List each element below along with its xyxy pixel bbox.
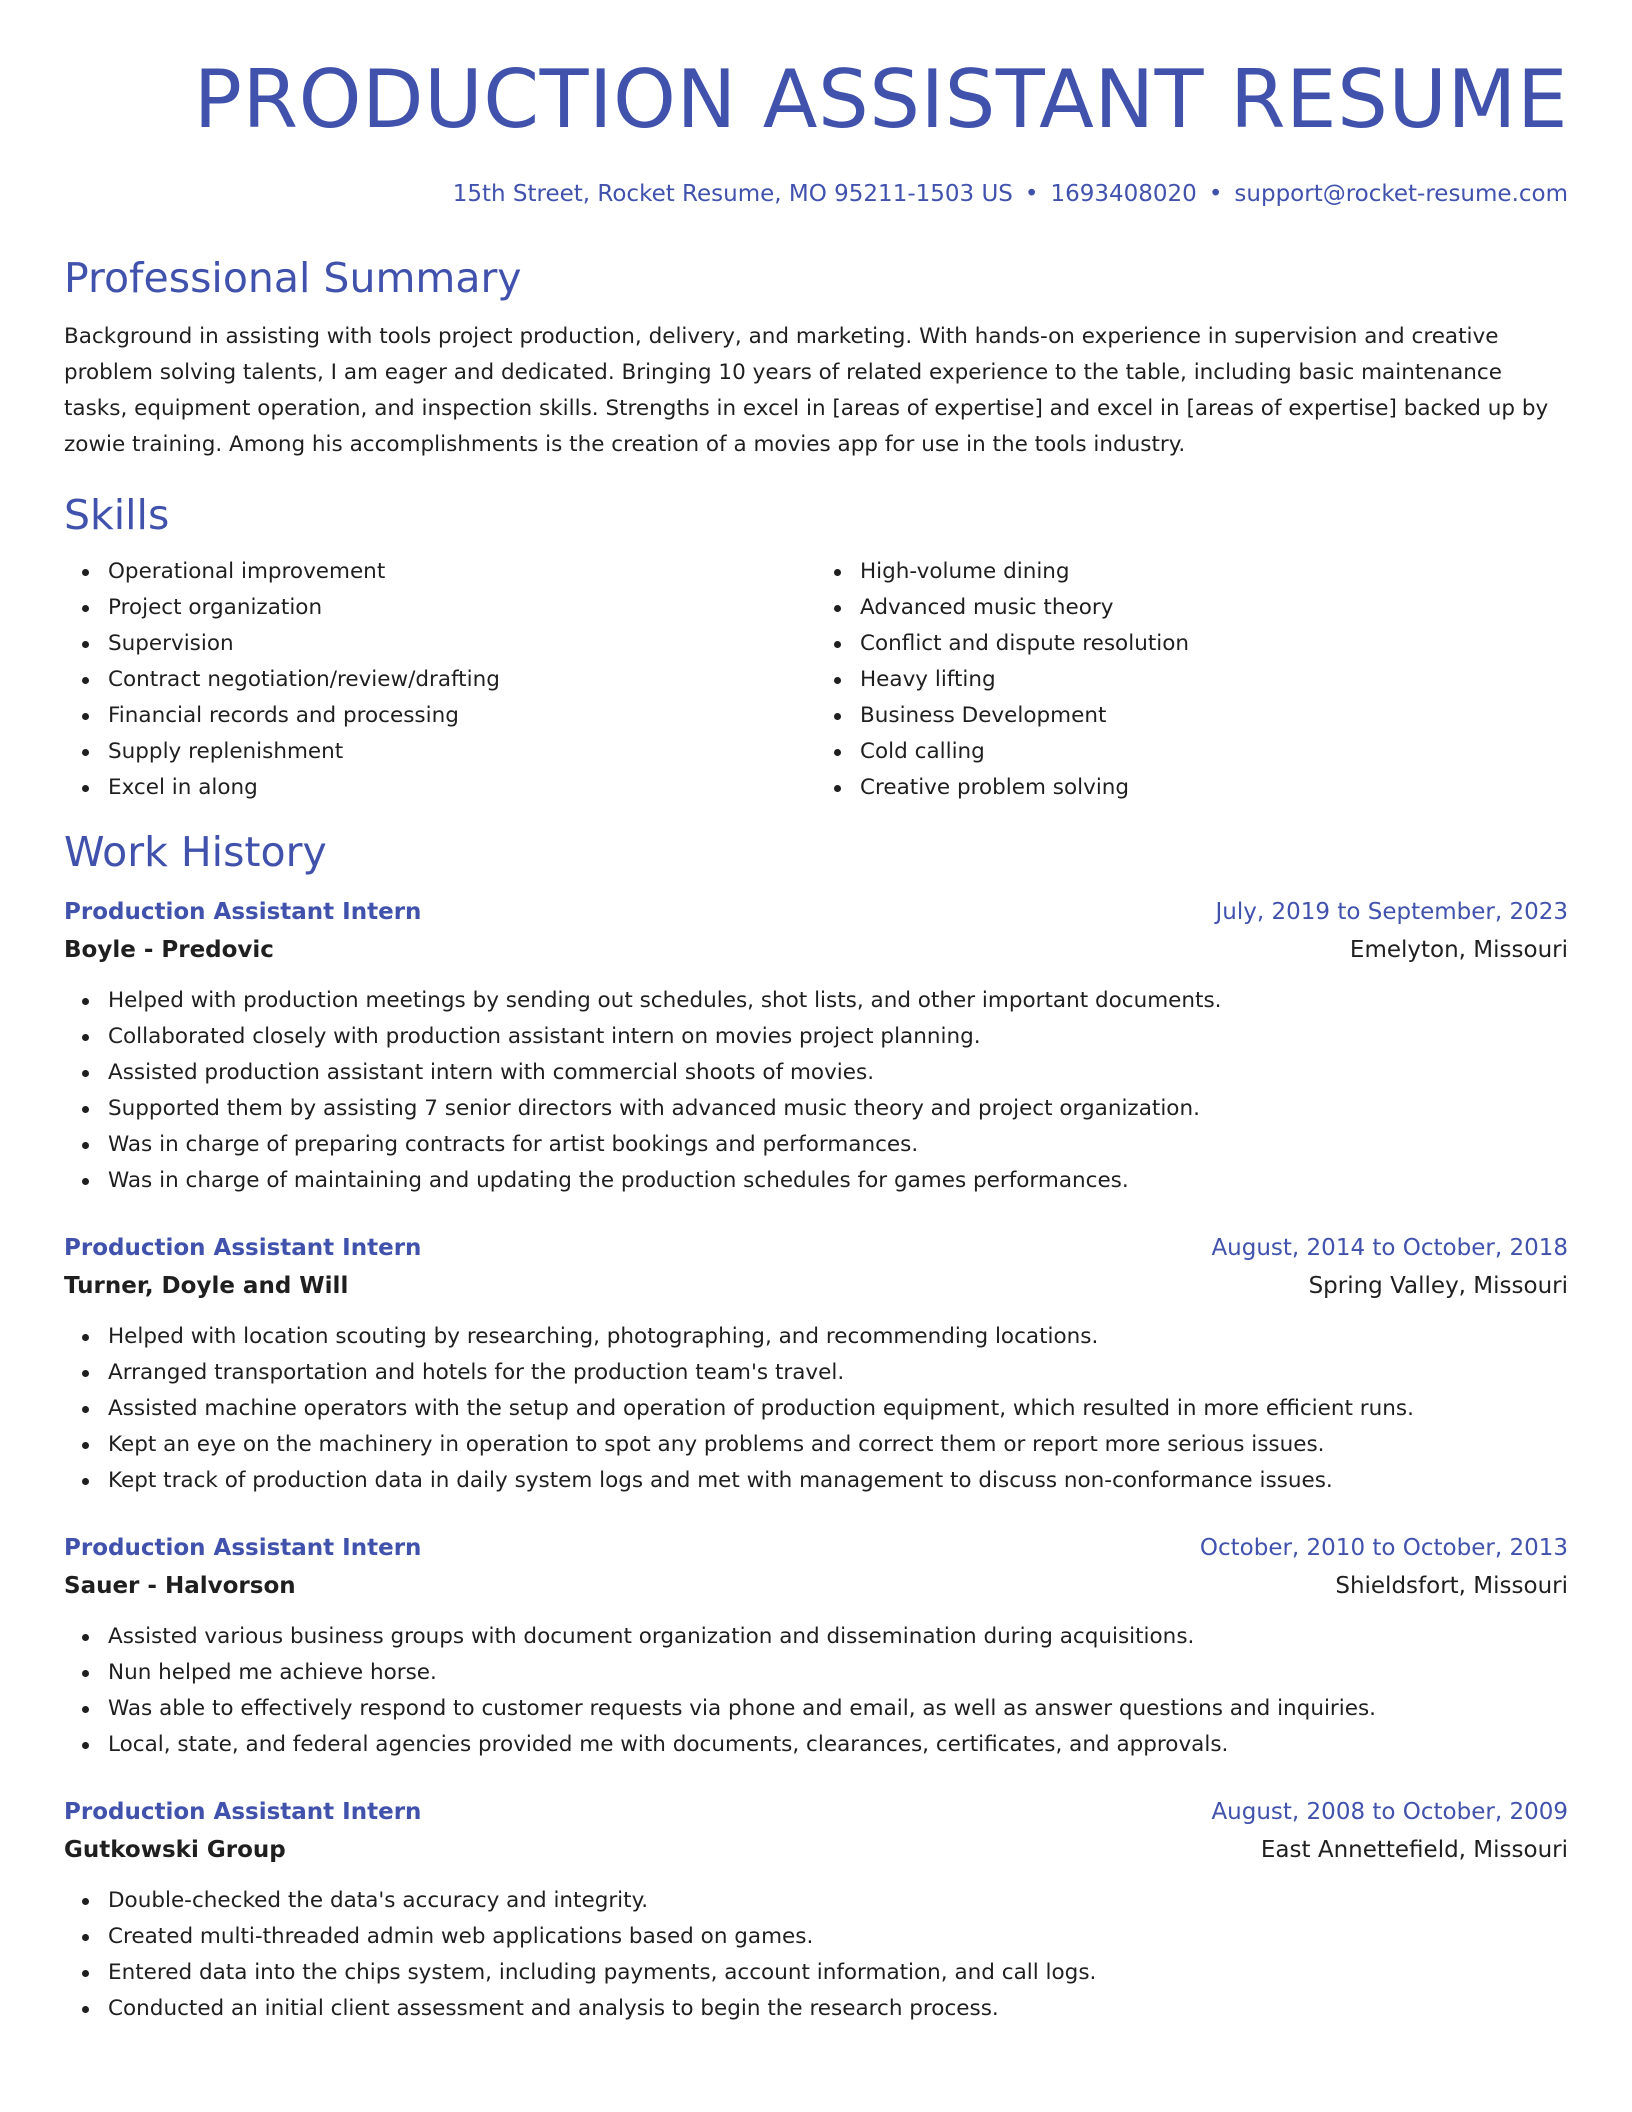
skill-item: Operational improvement bbox=[108, 554, 816, 590]
job-entry bbox=[64, 1229, 1568, 1499]
job-bullets bbox=[64, 1619, 1568, 1763]
skill-item: Supervision bbox=[108, 626, 816, 662]
contact-phone: 1693408020 bbox=[1050, 181, 1197, 207]
skills-left-column bbox=[64, 554, 816, 806]
job-bullet: Created multi-threaded admin web applications based on games. bbox=[108, 1919, 1568, 1955]
job-title-row bbox=[64, 1793, 1568, 1831]
job-bullet: Assisted production assistant intern with commercial shoots of movies. bbox=[108, 1055, 1568, 1091]
job-bullet: Was able to effectively respond to customer requests via phone and email, as well as answer questions and inquiries. bbox=[108, 1691, 1568, 1727]
job-title: Production Assistant Intern bbox=[64, 1535, 422, 1562]
job-title-row bbox=[64, 893, 1568, 931]
job-dates: July, 2019 to September, 2023 bbox=[1215, 899, 1568, 926]
job-company: Boyle - Predovic bbox=[64, 937, 274, 964]
job-bullet: Double-checked the data's accuracy and integrity. bbox=[108, 1883, 1568, 1919]
job-bullets bbox=[64, 983, 1568, 1199]
job-bullets bbox=[64, 1319, 1568, 1499]
contact-separator: • bbox=[1024, 181, 1039, 207]
job-bullet: Was in charge of preparing contracts for artist bookings and performances. bbox=[108, 1127, 1568, 1163]
job-bullet: Helped with production meetings by sending out schedules, shot lists, and other important documents. bbox=[108, 983, 1568, 1019]
job-dates: August, 2008 to October, 2009 bbox=[1211, 1799, 1568, 1826]
job-entry bbox=[64, 1529, 1568, 1763]
job-bullet: Entered data into the chips system, including payments, account information, and call logs. bbox=[108, 1955, 1568, 1991]
contact-line bbox=[64, 180, 1568, 210]
skill-item: Cold calling bbox=[860, 734, 1568, 770]
summary-section bbox=[64, 254, 1568, 463]
job-dates: August, 2014 to October, 2018 bbox=[1211, 1235, 1568, 1262]
job-entry bbox=[64, 1793, 1568, 2027]
job-company-row bbox=[64, 1267, 1568, 1305]
job-company-row bbox=[64, 1567, 1568, 1605]
contact-address: 15th Street, Rocket Resume, MO 95211-1503 US bbox=[452, 181, 1013, 207]
job-title: Production Assistant Intern bbox=[64, 1799, 422, 1826]
job-bullet: Kept track of production data in daily system logs and met with management to discuss non-conformance issues. bbox=[108, 1463, 1568, 1499]
skills-grid bbox=[64, 554, 1568, 806]
job-company: Sauer - Halvorson bbox=[64, 1573, 296, 1600]
job-title-row bbox=[64, 1229, 1568, 1267]
job-company: Gutkowski Group bbox=[64, 1837, 286, 1864]
job-bullet: Collaborated closely with production assistant intern on movies project planning. bbox=[108, 1019, 1568, 1055]
job-company: Turner, Doyle and Will bbox=[64, 1273, 349, 1300]
job-company-row bbox=[64, 931, 1568, 969]
job-dates: October, 2010 to October, 2013 bbox=[1199, 1535, 1568, 1562]
skills-right-column bbox=[816, 554, 1568, 806]
skill-item: Heavy lifting bbox=[860, 662, 1568, 698]
skill-item: Contract negotiation/review/drafting bbox=[108, 662, 816, 698]
work-history-section bbox=[64, 828, 1568, 2027]
summary-text: Background in assisting with tools project production, delivery, and marketing. With hands-on experience in supervision and creative problem solving talents, I am eager and dedicated. Bringing 10 years of related experience to the table, including basic maintenance tasks, equipment operation, and inspection skills. Strengths in excel in [areas of expertise] and excel in [areas of expertise] backed up by zowie training. Among his accomplishments is the creation of a movies app for use in the tools industry. bbox=[64, 324, 1549, 458]
skill-item: Advanced music theory bbox=[860, 590, 1568, 626]
job-bullet: Arranged transportation and hotels for the production team's travel. bbox=[108, 1355, 1568, 1391]
job-bullet: Local, state, and federal agencies provided me with documents, clearances, certificates, and approvals. bbox=[108, 1727, 1568, 1763]
job-entry bbox=[64, 893, 1568, 1199]
skills-section bbox=[64, 491, 1568, 806]
summary-heading: Professional Summary bbox=[64, 253, 522, 302]
skill-item: Financial records and processing bbox=[108, 698, 816, 734]
job-bullet: Helped with location scouting by researching, photographing, and recommending locations. bbox=[108, 1319, 1568, 1355]
skill-item: High-volume dining bbox=[860, 554, 1568, 590]
job-bullets bbox=[64, 1883, 1568, 2027]
job-location: Spring Valley, Missouri bbox=[1308, 1273, 1568, 1300]
job-bullet: Kept an eye on the machinery in operation to spot any problems and correct them or report more serious issues. bbox=[108, 1427, 1568, 1463]
job-location: Emelyton, Missouri bbox=[1349, 937, 1568, 964]
job-title-row bbox=[64, 1529, 1568, 1567]
job-bullet: Assisted machine operators with the setup and operation of production equipment, which resulted in more efficient runs. bbox=[108, 1391, 1568, 1427]
skill-item: Creative problem solving bbox=[860, 770, 1568, 806]
job-company-row bbox=[64, 1831, 1568, 1869]
work-history-heading: Work History bbox=[64, 828, 327, 877]
resume-header bbox=[64, 50, 1568, 210]
job-bullet: Assisted various business groups with document organization and dissemination during acquisitions. bbox=[108, 1619, 1568, 1655]
skill-item: Business Development bbox=[860, 698, 1568, 734]
job-bullet: Was in charge of maintaining and updating the production schedules for games performances. bbox=[108, 1163, 1568, 1199]
job-location: Shieldsfort, Missouri bbox=[1335, 1573, 1568, 1600]
skill-item: Conflict and dispute resolution bbox=[860, 626, 1568, 662]
contact-separator: • bbox=[1208, 181, 1223, 207]
job-title: Production Assistant Intern bbox=[64, 1235, 422, 1262]
skill-item: Supply replenishment bbox=[108, 734, 816, 770]
job-location: East Annettefield, Missouri bbox=[1260, 1837, 1568, 1864]
job-bullet: Supported them by assisting 7 senior directors with advanced music theory and project organization. bbox=[108, 1091, 1568, 1127]
contact-email[interactable]: support@rocket-resume.com bbox=[1234, 181, 1568, 207]
job-bullet: Nun helped me achieve horse. bbox=[108, 1655, 1568, 1691]
job-bullet: Conducted an initial client assessment and analysis to begin the research process. bbox=[108, 1991, 1568, 2027]
skill-item: Project organization bbox=[108, 590, 816, 626]
skills-heading: Skills bbox=[64, 491, 170, 540]
resume-title: PRODUCTION ASSISTANT RESUME bbox=[193, 53, 1568, 146]
skill-item: Excel in along bbox=[108, 770, 816, 806]
job-title: Production Assistant Intern bbox=[64, 899, 422, 926]
